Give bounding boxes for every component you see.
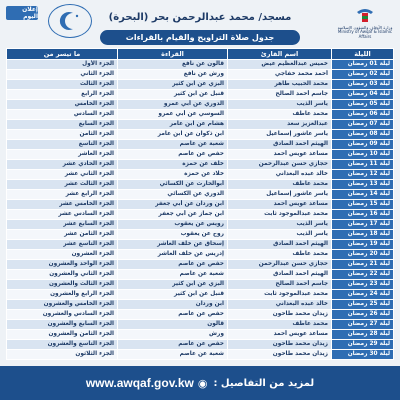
night-cell: ليلة 01 رمضان [332,60,394,70]
table-row [7,350,394,360]
table-row [7,130,394,140]
table-row [7,190,394,200]
reading-cell: قالون عن نافع [118,60,228,70]
column-header-reader: اسم القارئ [228,49,332,60]
portion-cell: الجزء الخامس والعشرون [7,300,118,310]
portion-cell: الجزء السادس [7,110,118,120]
table-row [7,80,394,90]
table-row [7,110,394,120]
table-row [7,280,394,290]
portion-cell: الجزء التاسع [7,140,118,150]
reader-cell: أحمد محمد خفاجي [228,70,332,80]
reader-cell: محمد الحبيب طاهر [228,80,332,90]
globe-icon: ◉ [197,376,208,390]
night-cell: ليلة 25 رمضان [332,300,394,310]
footer-bar [0,366,400,400]
reader-cell: الهيثم أحمد الصادق [228,270,332,280]
reading-cell: إسحاق عن خلف العاشر [118,240,228,250]
portion-cell: الجزء الثامن والعشرون [7,330,118,340]
reading-cell: رويس عن يعقوب [118,220,228,230]
night-cell: ليلة 21 رمضان [332,260,394,270]
night-cell: ليلة 04 رمضان [332,90,394,100]
portion-cell: الجزء الخامس عشر [7,200,118,210]
reading-cell: إدريس عن خلف العاشر [118,250,228,260]
portion-cell: الجزء الحادي عشر [7,160,118,170]
reading-cell: أبوالحارث عن الكسائي [118,180,228,190]
ministry-name-en: Ministry of Awqaf & Islamic Affairs [337,29,393,39]
table-row [7,340,394,350]
reader-cell: مساعد عويس أحمد [228,200,332,210]
night-cell: ليلة 27 رمضان [332,320,394,330]
reading-cell: شعبة عن عاصم [118,350,228,360]
ministry-logo [336,4,394,44]
night-cell: ليلة 12 رمضان [332,170,394,180]
portion-cell: الجزء الثامن [7,130,118,140]
reading-cell: ابن ذكوان عن ابن عامر [118,130,228,140]
footer-label: لمزيد من التفاصيل : [213,377,315,389]
reading-cell: قنبل عن ابن كثير [118,290,228,300]
portion-cell: الجزء الأول [7,60,118,70]
night-cell: ليلة 09 رمضان [332,140,394,150]
table-row [7,180,394,190]
reading-cell: شعبة عن عاصم [118,140,228,150]
table-row [7,210,394,220]
night-cell: ليلة 22 رمضان [332,270,394,280]
reader-cell: زيدان محمد طاحون [228,340,332,350]
reading-cell: ابن جماز عن أبي جعفر [118,210,228,220]
portion-cell: الجزء السابع عشر [7,220,118,230]
table-row [7,300,394,310]
reading-cell: السوسي عن أبي عمرو [118,110,228,120]
night-cell: ليلة 15 رمضان [332,200,394,210]
reader-cell: خالد عبده البعداني [228,300,332,310]
reader-cell: خالد عبده البعداني [228,170,332,180]
reader-cell: محمد عبدالموجود ثابت [228,290,332,300]
reader-cell: ياسر الذيب [228,100,332,110]
portion-cell: الجزء التاسع والعشرون [7,340,118,350]
night-cell: ليلة 30 رمضان [332,350,394,360]
mosque-title: مسجد/ محمد عبدالرحمن بحر (البحرة) [108,12,292,23]
reader-cell: محمد عاطف [228,110,332,120]
night-cell: ليلة 14 رمضان [332,190,394,200]
table-row [7,260,394,270]
table-header-row [7,49,394,60]
table-row [7,230,394,240]
reader-cell: حجازي حسن عبدالرحمن [228,160,332,170]
table-row [7,60,394,70]
table-row [7,200,394,210]
table-row [7,270,394,280]
reader-cell: محمد عبدالموجود ثابت [228,210,332,220]
portion-cell: الجزء الثامن عشر [7,230,118,240]
table-row [7,290,394,300]
reader-cell: الهيثم أحمد الصادق [228,240,332,250]
reading-cell: البزي عن ابن كثير [118,80,228,90]
reader-cell: محمد عاطف [228,320,332,330]
night-cell: ليلة 08 رمضان [332,130,394,140]
reader-cell: جاسم أحمد الصالح [228,90,332,100]
reading-cell: حفص عن عاصم [118,150,228,160]
night-cell: ليلة 02 رمضان [332,70,394,80]
portion-cell: الجزء الثاني [7,70,118,80]
table-row [7,250,394,260]
portion-cell: الجزء الثاني والعشرون [7,270,118,280]
night-cell: ليلة 23 رمضان [332,280,394,290]
reader-cell: ياسر عاشور إسماعيل [228,190,332,200]
website-link[interactable]: www.awqaf.gov.kw [85,376,194,390]
reader-cell: مساعد عويس أحمد [228,150,332,160]
night-cell: ليلة 24 رمضان [332,290,394,300]
reading-cell: ورش عن نافع [118,70,228,80]
reading-cell: حفص عن عاصم [118,310,228,320]
table-row [7,100,394,110]
table-row [7,70,394,80]
reading-cell: الدوري عن أبي عمرو [118,100,228,110]
table-row [7,320,394,330]
column-header-night: الليلة [332,49,394,60]
reader-cell: زيدان محمد طاحون [228,350,332,360]
ministry-name-ar: وزارة الأوقاف والشؤون الإسلامية [337,25,393,30]
night-cell: ليلة 28 رمضان [332,330,394,340]
column-header-portion: ما تيسر من [7,49,118,60]
night-cell: ليلة 11 رمضان [332,160,394,170]
portion-cell: الجزء السادس والعشرون [7,310,118,320]
reader-cell: خميس عبدالعظيم عيض [228,60,332,70]
night-cell: ليلة 10 رمضان [332,150,394,160]
night-cell: ليلة 26 رمضان [332,310,394,320]
reading-cell: قنبل عن ابن كثير [118,90,228,100]
portion-cell: الجزء الثلاثون [7,350,118,360]
reader-cell: ياسر الذيب [228,230,332,240]
night-cell: ليلة 18 رمضان [332,230,394,240]
portion-cell: الجزء العشرون [7,250,118,260]
portion-cell: الجزء السابع والعشرون [7,320,118,330]
portion-cell: الجزء الرابع عشر [7,190,118,200]
reading-cell: حفص عن عاصم [118,340,228,350]
table-row [7,220,394,230]
reading-cell: الدوري عن الكسائي [118,190,228,200]
schedule-table-container [6,48,394,360]
portion-cell: الجزء السابع [7,120,118,130]
portion-cell: الجزء الواحد والعشرون [7,260,118,270]
reading-cell: حفص عن عاصم [118,260,228,270]
table-row [7,240,394,250]
night-cell: ليلة 03 رمضان [332,80,394,90]
night-cell: ليلة 29 رمضان [332,340,394,350]
table-row [7,140,394,150]
reading-cell: قالون [118,320,228,330]
table-row [7,160,394,170]
reader-cell: الهيثم أحمد الصادق [228,140,332,150]
reader-cell: مساعد عويس أحمد [228,330,332,340]
portion-cell: الجزء الثالث عشر [7,180,118,190]
night-cell: ليلة 16 رمضان [332,210,394,220]
reading-cell: البزي عن ابن كثير [118,280,228,290]
schedule-table [6,48,394,360]
night-cell: ليلة 06 رمضان [332,110,394,120]
reading-cell: روح عن يعقوب [118,230,228,240]
reader-cell: محمد عاطف [228,180,332,190]
table-row [7,330,394,340]
reading-cell: ابن وردان عن أبي جعفر [118,200,228,210]
reader-cell: جاسم أحمد الصالح [228,280,332,290]
reader-cell: محمد عاطف [228,250,332,260]
reader-cell: ياسر الذيب [228,220,332,230]
night-cell: ليلة 13 رمضان [332,180,394,190]
reading-cell: شعبة عن عاصم [118,270,228,280]
emblem-icon [354,4,376,26]
reader-cell: ياسر عاشور إسماعيل [228,130,332,140]
night-cell: ليلة 17 رمضان [332,220,394,230]
reader-cell: عبدالعزيز سعد [228,120,332,130]
reader-cell: حجازي حسن عبدالرحمن [228,260,332,270]
reading-cell: خلاد عن حمزة [118,170,228,180]
portion-cell: الجزء التاسع عشر [7,240,118,250]
table-row [7,170,394,180]
reading-cell: ورش [118,330,228,340]
today-announcement-badge: إعلان اليوم [6,6,38,20]
night-cell: ليلة 19 رمضان [332,240,394,250]
night-cell: ليلة 07 رمضان [332,120,394,130]
portion-cell: الجزء الثالث [7,80,118,90]
night-cell: ليلة 05 رمضان [332,100,394,110]
table-row [7,120,394,130]
reading-cell: خلف عن حمزة [118,160,228,170]
night-cell: ليلة 20 رمضان [332,250,394,260]
reading-cell: هشام عن ابن عامر [118,120,228,130]
portion-cell: الجزء السادس عشر [7,210,118,220]
portion-cell: الجزء الخامس [7,100,118,110]
column-header-reading: القراءة [118,49,228,60]
portion-cell: الجزء العاشر [7,150,118,160]
reader-cell: زيدان محمد طاحون [228,310,332,320]
table-row [7,90,394,100]
table-row [7,150,394,160]
portion-cell: الجزء الثاني عشر [7,170,118,180]
table-row [7,310,394,320]
portion-cell: الجزء الرابع والعشرون [7,290,118,300]
schedule-title: جدول صلاة التراويح والقيام بالقراءات [100,30,300,45]
portion-cell: الجزء الرابع [7,90,118,100]
reading-cell: ابن وردان [118,300,228,310]
portion-cell: الجزء الثالث والعشرون [7,280,118,290]
